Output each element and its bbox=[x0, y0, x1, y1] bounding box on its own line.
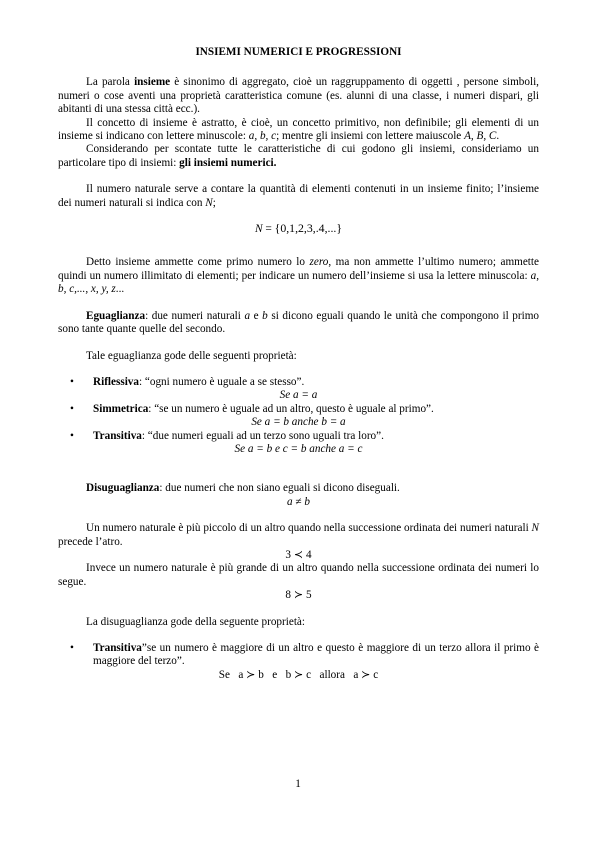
equality-properties-list bbox=[58, 376, 539, 389]
formula-greater-than: 8 ≻ 5 bbox=[285, 589, 312, 602]
property-desc: : “due numeri eguali ad un terzo sono uguali tra loro”. bbox=[141, 429, 384, 442]
symbol-n: N bbox=[531, 522, 539, 535]
term-insieme: insieme bbox=[134, 76, 171, 89]
formula-eq: = bbox=[262, 223, 275, 236]
uppercase-letters: A, B, C bbox=[464, 130, 497, 143]
formula-riflessiva bbox=[58, 389, 539, 402]
var-a: a bbox=[244, 309, 251, 322]
formula-text: Se a ≻ b e b ≻ c allora a ≻ c bbox=[218, 668, 379, 681]
paragraph-disuguaglianza bbox=[58, 482, 539, 495]
page-number: 1 bbox=[295, 778, 301, 790]
var-b: b bbox=[262, 309, 268, 322]
text-run: Il numero naturale serve a contare la quantità di elementi contenuti in un insieme finito; l’insieme dei numeri naturali si indica con bbox=[58, 183, 539, 209]
document-title: INSIEMI NUMERICI E PROGRESSIONI bbox=[195, 46, 402, 58]
formula-text: Se a = b e c = b anche a = c bbox=[234, 442, 363, 455]
inequality-properties-list bbox=[58, 642, 539, 669]
equality-properties-list bbox=[58, 403, 539, 416]
text-run: si dicono eguali quando le unità che compongono il primo sono tante quante quelle del secondo. bbox=[58, 309, 539, 336]
formula-transitiva bbox=[58, 443, 539, 456]
paragraph-zero bbox=[58, 256, 539, 296]
property-name: Riflessiva bbox=[93, 375, 139, 388]
paragraph-proprieta-intro: Tale eguaglianza gode delle seguenti proprietà: bbox=[86, 349, 297, 362]
list-item-transitiva bbox=[58, 430, 539, 443]
text-run: ... bbox=[115, 283, 125, 296]
formula-text: Se a = b anche b = a bbox=[251, 416, 346, 429]
paragraph-piu-piccolo bbox=[58, 522, 539, 549]
lowercase-letters: a, b, c bbox=[248, 130, 277, 143]
equality-properties-list bbox=[58, 430, 539, 443]
text-run: ; bbox=[212, 196, 216, 209]
formula-text: Se a = a bbox=[279, 389, 318, 402]
paragraph-insiemi-numerici bbox=[58, 143, 539, 170]
text-run: Considerando per scontate tutte le caratteristiche di cui godono gli insiemi, consideriamo un particolare tipo di insiemi: bbox=[58, 143, 539, 169]
list-item-simmetrica bbox=[58, 403, 539, 416]
bullet-icon: • bbox=[70, 402, 74, 415]
text-run: La parola bbox=[86, 76, 135, 89]
property-desc: : “ogni numero è uguale a se stesso”. bbox=[139, 375, 305, 388]
property-desc: ”se un numero è maggiore di un altro e questo è maggiore di un terzo allora il primo è maggiore del terzo”. bbox=[93, 642, 539, 668]
text-run: : due numeri che non siano eguali si dicono diseguali. bbox=[159, 482, 400, 495]
property-name: Transitiva bbox=[93, 429, 142, 442]
text-run: è sinonimo di aggregato, cioè un raggruppamento di oggetti , persone simboli, numeri o cose aventi una proprietà caratteristica comune (es. alunni di una classe, i numeri dispari, gli abitanti di una stessa città ecc.). bbox=[58, 76, 539, 116]
formula-natural-set bbox=[58, 222, 539, 236]
formula-set: {0,1,2,3,.4,...} bbox=[274, 221, 343, 236]
text-run: , ma non ammette l’ultimo numero; ammette quindi un numero illimitato di elementi; per indicare un numero dell’insieme si usa la lettere minuscola: bbox=[58, 256, 539, 282]
text-run: Il concetto di insieme è astratto, è cioè, un concetto primitivo, non definibile; gli elementi di un insieme si indicano con lettere minuscole: bbox=[58, 116, 539, 143]
text-run: Detto insieme ammette come primo numero lo bbox=[86, 256, 310, 269]
formula-lhs: N bbox=[254, 223, 263, 236]
text-run: . bbox=[496, 130, 500, 143]
formula-not-equal: a ≠ b bbox=[287, 495, 310, 508]
property-name: Transitiva bbox=[93, 642, 142, 654]
paragraph-eguaglianza bbox=[58, 310, 539, 337]
paragraph-piu-grande: Invece un numero naturale è più grande di un altro quando nella successione ordinata dei numeri lo segue. bbox=[58, 562, 539, 588]
term-zero: zero bbox=[309, 256, 329, 269]
list-item-riflessiva bbox=[58, 376, 539, 389]
text-run: : due numeri naturali bbox=[145, 309, 245, 322]
paragraph-insieme-concept bbox=[58, 117, 539, 144]
bullet-icon: • bbox=[70, 375, 74, 388]
term-disuguaglianza: Disuguaglianza bbox=[86, 482, 160, 495]
text-run: Un numero naturale è più piccolo di un altro quando nella successione ordinata dei numeri naturali bbox=[86, 522, 532, 535]
symbol-n: N bbox=[205, 196, 213, 209]
bullet-icon: • bbox=[70, 429, 74, 442]
letters-list: a, b, c,..., x, y, z bbox=[58, 269, 539, 296]
formula-simmetrica bbox=[58, 416, 539, 429]
property-name: Simmetrica bbox=[93, 402, 149, 415]
list-item-transitiva-disuguaglianza bbox=[58, 642, 539, 669]
formula-transitiva-disuguaglianza bbox=[58, 669, 539, 682]
bullet-icon: • bbox=[70, 642, 74, 654]
paragraph-insieme-definition bbox=[58, 76, 539, 116]
text-run: ; mentre gli insiemi con lettere maiuscole bbox=[276, 130, 465, 143]
paragraph-disuguaglianza-proprieta: La disuguaglianza gode della seguente proprietà: bbox=[86, 615, 306, 628]
term-eguaglianza: Eguaglianza bbox=[86, 309, 146, 322]
text-run: precede l’atro. bbox=[58, 535, 123, 548]
text-run: e bbox=[250, 309, 263, 322]
paragraph-numero-naturale bbox=[58, 183, 539, 210]
document-page bbox=[58, 46, 539, 682]
formula-less-than: 3 ≺ 4 bbox=[285, 548, 312, 561]
property-desc: : “se un numero è uguale ad un altro, questo è uguale al primo”. bbox=[148, 402, 434, 415]
term-insiemi-numerici: gli insiemi numerici. bbox=[179, 156, 277, 169]
